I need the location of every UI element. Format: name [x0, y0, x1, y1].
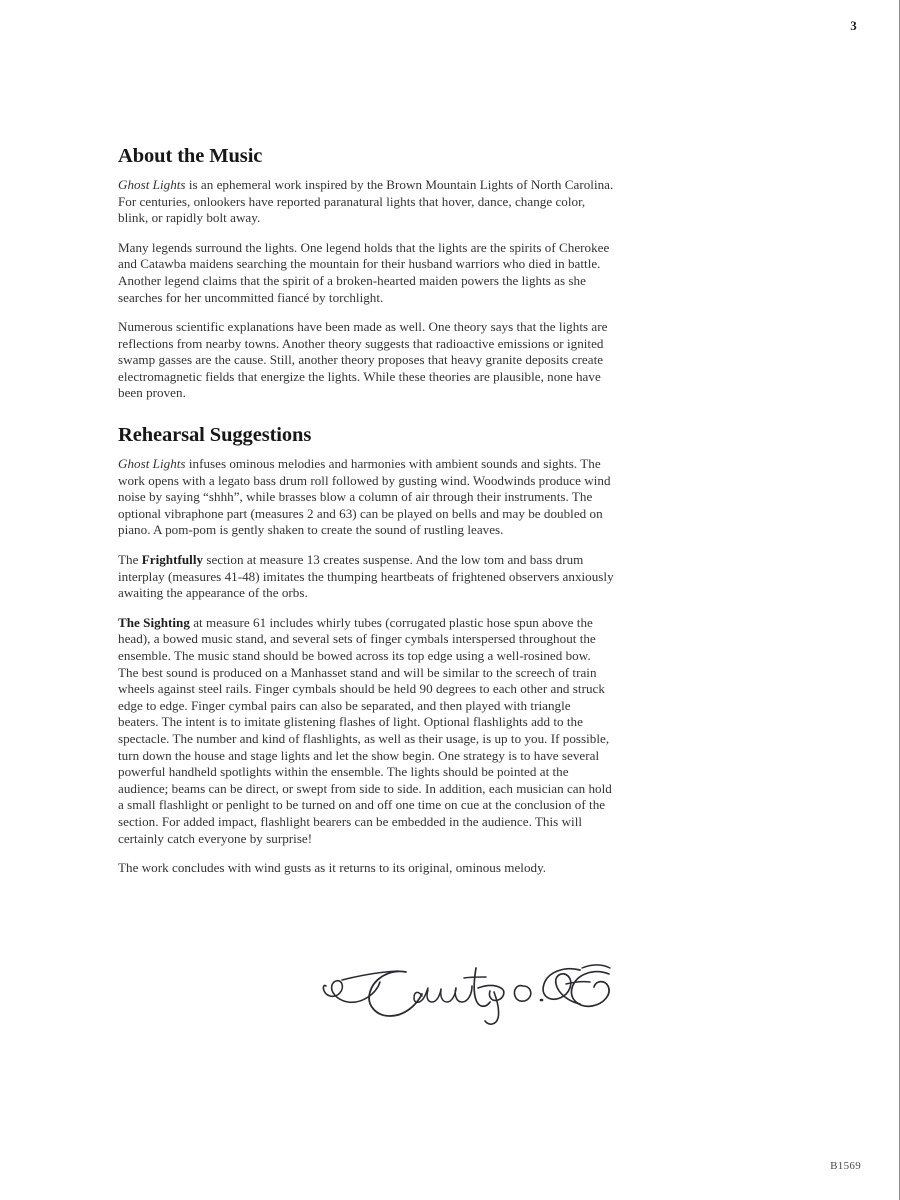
- composer-signature: [318, 958, 618, 1028]
- heading-rehearsal-suggestions: Rehearsal Suggestions: [118, 424, 312, 447]
- paragraph-the-sighting: [118, 615, 614, 847]
- page-number: 3: [850, 18, 857, 33]
- the-sighting-label: The Sighting: [118, 614, 190, 630]
- signature-ink: [318, 958, 618, 1028]
- frightfully-prefix: The: [118, 552, 142, 567]
- paragraph-conclusion: The work concludes with wind gusts as it returns to its original, ominous melody.: [118, 860, 547, 876]
- paragraph-frightfully-text: section at measure 13 creates suspense. And the low tom and bass drum interplay (measures 41-48) imitates the thumping heartbeats of frightened observers anxiously awaiting the appearance of the orbs.: [118, 552, 614, 601]
- paragraph-about-1: [118, 177, 614, 227]
- publisher-code: B1569: [830, 1160, 861, 1172]
- paragraph-about-2: Many legends surround the lights. One legend holds that the lights are the spirits of Cherokee and Catawba maidens searching the mountain for their husband warriors who died in battle. Another legend claims that the spirit of a broken-hearted maiden powers the lights as she searches for her uncommitted fiancé by torchlight.: [118, 239, 610, 305]
- paragraph-frightfully: [118, 552, 614, 602]
- paragraph-the-sighting-text: at measure 61 includes whirly tubes (corrugated plastic hose spun above the head), a bowed music stand, and several sets of finger cymbals interspersed throughout the ensemble. The music stand should be bowed across its top edge using a well-rosined bow. The best sound is produced on a Manhasset stand and will be similar to the screech of train wheels against steel rails. Finger cymbals should be held 90 degrees to each other and struck edge to edge. Finger cymbal pairs can also be separated, and then played with triangle beaters. The intent is to imitate glistening flashes of light. Optional flashlights add to the spectacle. The number and kind of flashlights, as well as their usage, is up to you. If possible, turn down the house and stage lights and let the show begin. One strategy is to have several powerful handheld spotlights within the ensemble. The lights should be pointed at the audience; beams can be direct, or swept from side to side. In addition, each musician can hold a small flashlight or penlight to be turned on and off one time on cue at the conclusion of the section. For added impact, flashlight bearers can be embedded in the audience. This will certainly catch everyone by surprise!: [118, 614, 612, 846]
- paragraph-rehearsal-1-text: infuses ominous melodies and harmonies with ambient sounds and sights. The work opens with a legato bass drum roll followed by gusting wind. Woodwinds produce wind noise by saying “shhh”, while brasses blow a column of air through their instruments. The optional vibraphone part (measures 2 and 63) can be played on bells and may be doubled on piano. A pom-pom is gently shaken to create the sound of rustling leaves.: [118, 456, 611, 538]
- paragraph-rehearsal-1: [118, 456, 614, 539]
- paragraph-about-1-text: is an ephemeral work inspired by the Brown Mountain Lights of North Carolina. For centuries, onlookers have reported paranatural lights that hover, dance, change color, blink, or rapidly bolt away.: [118, 176, 614, 226]
- work-title-italic: Ghost Lights: [118, 176, 186, 192]
- frightfully-label: Frightfully: [141, 552, 204, 567]
- heading-about-the-music: About the Music: [118, 145, 263, 167]
- page-content: [118, 145, 614, 877]
- paragraph-about-3: Numerous scientific explanations have been made as well. One theory says that the lights are reflections from nearby towns. Another theory suggests that radioactive emissions or ignited swamp gasses are the cause. Still, another theory proposes that heavy granite deposits create electromagnetic fields that energize the lights. While these theories are plausible, none have been proven.: [118, 319, 608, 401]
- work-title-italic-2: Ghost Lights: [118, 456, 186, 472]
